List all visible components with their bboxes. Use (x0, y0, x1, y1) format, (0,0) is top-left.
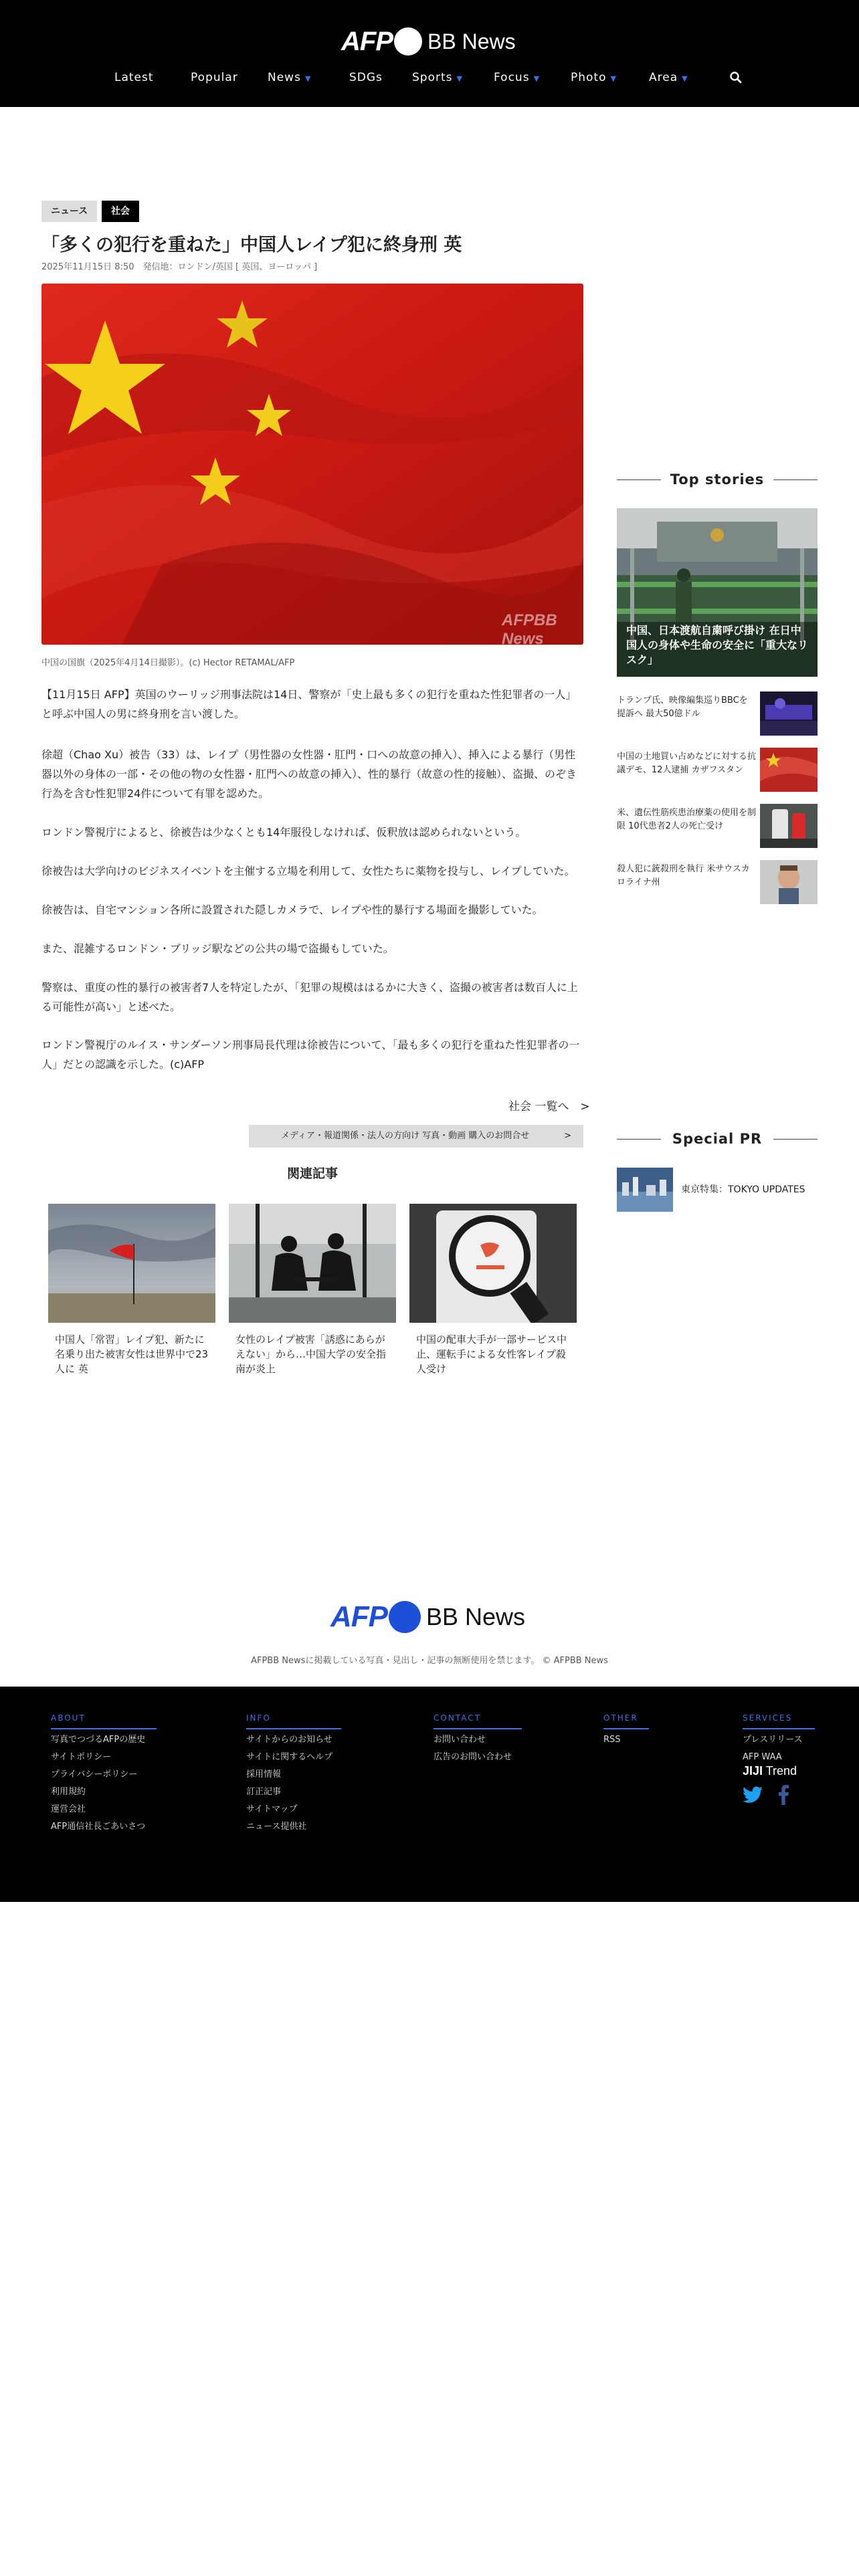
pr-title: 東京特集：TOKYO UPDATES (681, 1184, 805, 1195)
article-meta: 2025年11月15日 8:50 発信地：ロンドン/英国 [ 英国、ヨーロッパ ] (41, 262, 318, 272)
special-pr-heading: Special PR (617, 1129, 818, 1149)
footer-link[interactable]: プライバシーポリシー (51, 1769, 138, 1780)
related-thumbnail (229, 1204, 396, 1323)
pr-thumbnail (617, 1168, 673, 1212)
article-paragraph: また、混雑するロンドン・ブリッジ駅などの公共の場で盗撮もしていた。 (41, 942, 394, 955)
red-flag-beach-photo (48, 1204, 215, 1323)
facebook-icon[interactable] (777, 1785, 789, 1805)
logo-afp: AFP (330, 1600, 387, 1633)
top-story-item[interactable] (617, 691, 818, 737)
footer-heading: ABOUT (51, 1713, 157, 1729)
nav-news[interactable]: News ▼ (268, 71, 312, 84)
top-story-thumbnail (760, 748, 818, 792)
top-story-thumbnail (760, 691, 818, 736)
logo-bb-news: BB News (427, 29, 516, 53)
article-title: 「多くの犯行を重ねた」中国人レイプ犯に終身刑 英 (41, 235, 462, 255)
article-paragraph: 警察は、重度の性的暴行の被害者7人を特定したが、「犯罪の規模ははるかに大きく、盗撮の被害者は数百人に上る可能性が高い」と述べた。 (41, 981, 578, 1013)
related-article[interactable] (409, 1204, 577, 1376)
footer-col-about (51, 1711, 157, 1834)
logo-bb-news: BB News (426, 1603, 526, 1630)
press-inquiry-label: メディア・報道関係・法人の方向け 写真・動画 購入のお問合せ (281, 1131, 530, 1141)
footer-link[interactable]: 広告のお問い合わせ (434, 1752, 512, 1762)
related-article[interactable] (48, 1204, 215, 1376)
top-story-item[interactable] (617, 748, 818, 793)
footer-link[interactable]: ニュース提供社 (246, 1822, 307, 1832)
related-thumbnail (48, 1204, 215, 1323)
top-story-thumbnail (760, 804, 818, 848)
top-story-title: 米、遺伝性筋疾患治療薬の使用を制限 10代患者2人の死亡受け (617, 808, 757, 831)
tag-society[interactable]: 社会 (102, 201, 139, 222)
jiji-trend-logo[interactable] (743, 1764, 815, 1778)
footer-link[interactable]: RSS (603, 1735, 621, 1745)
photo-caption: 中国の国旗（2025年4月14日撮影）。(c) Hector RETAMAL/AFP (41, 658, 295, 668)
site-header (0, 0, 859, 107)
jiji-logo-bold: JIJI (743, 1764, 763, 1778)
top-story-title: トランプ氏、映像編集巡りBBCを提訴へ 最大50億ドル (617, 695, 748, 719)
article-paragraph: 【11月15日 AFP】英国のウーリッジ刑事法院は14日、警察が「史上最も多くの犯行を重ねた性犯罪者の一人」と呼ぶ中国人の男に終身刑を言い渡した。 (41, 688, 577, 720)
nav-focus[interactable]: Focus ▼ (494, 71, 541, 84)
footer-link[interactable]: お問い合わせ (434, 1735, 486, 1745)
article-paragraph: ロンドン警視庁のルイス・サンダーソン刑事局長代理は徐被告について、「最も多くの犯行を重ねた性犯罪者の一人」だとの認識を示した。(c)AFP (41, 1039, 580, 1071)
site-footer (0, 1687, 859, 1902)
chevron-down-icon: ▼ (304, 74, 312, 83)
top-story-item[interactable] (617, 860, 818, 905)
footer-link[interactable]: 採用情報 (246, 1769, 282, 1780)
heading-rule (773, 479, 818, 480)
nav-sdgs[interactable]: SDGs (349, 71, 383, 84)
afpbb-logo[interactable] (341, 23, 516, 60)
footer-heading: CONTACT (434, 1713, 522, 1729)
nav-photo[interactable]: Photo ▼ (571, 71, 617, 84)
nav-area[interactable]: Area ▼ (649, 71, 688, 84)
footer-heading: INFO (246, 1713, 341, 1729)
logo-circle (389, 1601, 421, 1633)
heading-rule (773, 1139, 818, 1140)
top-story-title: 殺人犯に銃殺刑を執行 米サウスカロライナ州 (617, 864, 750, 887)
footer-link[interactable]: サイトポリシー (51, 1752, 112, 1762)
hero-image[interactable] (41, 284, 583, 645)
category-list-link[interactable]: 社会 一覧へ > (508, 1100, 590, 1113)
feature-title: 中国、日本渡航自粛呼び掛け 在日中国人の身体や生命の安全に「重大なリスク」 (626, 624, 809, 666)
press-inquiry-button[interactable] (249, 1125, 583, 1148)
footer-link[interactable]: AFP WAA (743, 1752, 782, 1762)
article-paragraph: ロンドン警視庁によると、徐被告は少なくとも14年服役しなければ、仮釈放は認められないという。 (41, 826, 527, 839)
copyright-notice: AFPBB Newsに掲載している写真・見出し・記事の無断使用を禁じます。 © AFPBB News (251, 1656, 608, 1666)
footer-col-info (246, 1711, 341, 1834)
footer-link[interactable]: 利用規約 (51, 1787, 86, 1797)
didi-app-magnifier-photo (409, 1204, 577, 1323)
china-flag-photo (41, 284, 583, 645)
chevron-down-icon: ▼ (456, 74, 463, 83)
article-paragraph: 徐超（Chao Xu）被告（33）は、レイプ（男性器の女性器・肛門・口への故意の挿入）、挿入による暴行（男性器以外の身体の一部・その他の物の女性器・肛門への故意の挿入）、性的暴行（故意の性的接触）、盗撮、のぞき行為を含む性犯罪24件について有罪を認めた。 (41, 748, 577, 800)
top-stories-heading: Top stories (617, 469, 818, 490)
chevron-down-icon: ▼ (610, 74, 617, 83)
jiji-logo-rest: Trend (763, 1764, 797, 1778)
search-icon[interactable] (729, 71, 743, 84)
footer-col-contact (434, 1711, 522, 1764)
footer-link[interactable]: AFP通信社長ごあいさつ (51, 1822, 146, 1832)
related-article[interactable] (229, 1204, 396, 1376)
footer-heading: OTHER (603, 1713, 649, 1729)
footer-heading: SERVICES (743, 1713, 815, 1729)
footer-col-other (603, 1711, 649, 1747)
tag-news[interactable]: ニュース (41, 201, 97, 222)
footer-link[interactable]: 訂正記事 (246, 1787, 282, 1797)
related-title: 中国人「常習」レイプ犯、新たに名乗り出た被害女性は世界中で23人に 英 (55, 1333, 209, 1375)
nav-sports[interactable]: Sports ▼ (412, 71, 463, 84)
nav-latest[interactable]: Latest (114, 71, 154, 84)
related-title: 女性のレイプ被害「誘惑にあらがえない」から…中国大学の安全指南が炎上 (235, 1333, 387, 1375)
top-story-item[interactable] (617, 804, 818, 849)
main-nav (0, 71, 859, 94)
footer-link[interactable]: サイトマップ (246, 1804, 298, 1814)
footer-link[interactable]: 運営会社 (51, 1804, 86, 1814)
article-paragraph: 徐被告は大学向けのビジネスイベントを主催する立場を利用して、女性たちに薬物を投与し、レイプしていた。 (41, 865, 575, 877)
logo-afp: AFP (341, 26, 393, 56)
nav-popular[interactable]: Popular (191, 71, 238, 84)
silhouette-people-photo (229, 1204, 396, 1323)
chevron-down-icon: ▼ (682, 74, 688, 83)
footer-link[interactable]: プレスリリース (743, 1735, 803, 1745)
article-paragraph: 徐被告は、自宅マンション各所に設置された隠しカメラで、レイプや性的暴行する場面を撮影していた。 (41, 903, 543, 916)
footer-logo[interactable] (330, 1597, 525, 1637)
chevron-right-icon: > (564, 1131, 571, 1141)
footer-link[interactable]: 写真でつづるAFPの歴史 (51, 1735, 146, 1745)
footer-link[interactable]: サイトからのお知らせ (246, 1735, 332, 1745)
twitter-icon[interactable] (743, 1786, 763, 1804)
top-story-feature[interactable] (617, 508, 818, 677)
related-title: 中国の配車大手が一部サービス中止、運転手による女性客レイプ殺人受け (416, 1333, 567, 1375)
logo-circle (394, 27, 422, 56)
top-story-thumbnail (760, 860, 818, 904)
photo-watermark: AFPBB News (502, 611, 557, 645)
related-thumbnail (409, 1204, 577, 1323)
footer-col-services (743, 1711, 815, 1805)
top-story-title: 中国の土地買い占めなどに対する抗議デモ、12人逮捕 カザフスタン (617, 752, 757, 775)
related-articles-heading: 関連記事 (286, 1166, 338, 1181)
social-links (743, 1785, 815, 1805)
footer-link[interactable]: サイトに関するヘルプ (246, 1752, 333, 1762)
chevron-down-icon: ▼ (533, 74, 541, 83)
special-pr-item[interactable] (617, 1168, 818, 1212)
